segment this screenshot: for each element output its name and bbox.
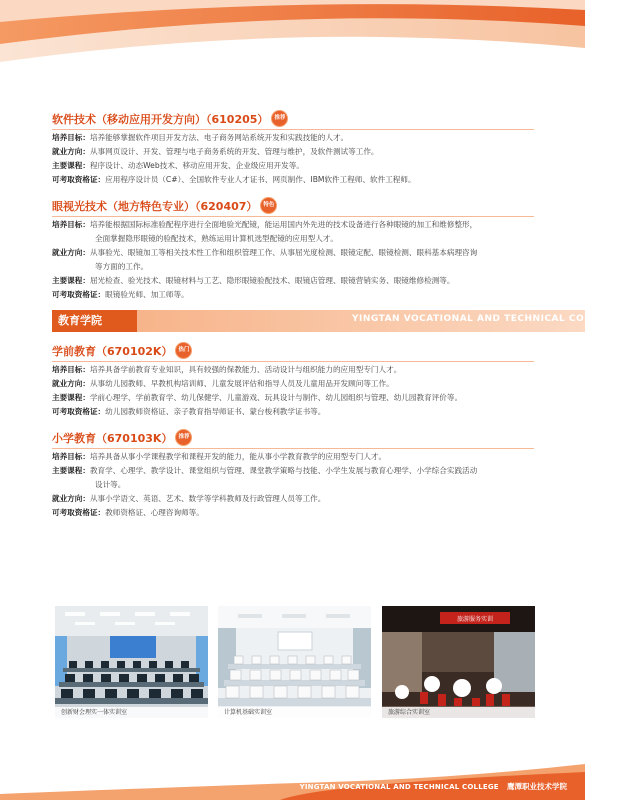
info-label: 主要课程： <box>52 466 90 475</box>
info-label: 可考取资格证： <box>52 407 106 416</box>
footer-english-name: YINGTAN VOCATIONAL AND TECHNICAL COLLEGE <box>299 783 499 791</box>
footer-chinese-name: 鹰潭职业技术学院 <box>507 782 567 791</box>
hot-badge-icon: 热门 <box>175 342 192 359</box>
info-value: 从事小学语文、英语、艺术、数学等学科教师及行政管理人员等工作。 <box>89 494 326 503</box>
info-label: 培养目标： <box>52 133 90 142</box>
title-underline <box>52 216 534 217</box>
tourism-sign-text: 旅游服务实训 <box>456 616 494 623</box>
photo-computer-lab <box>218 606 371 718</box>
college-name: 教育学院 <box>52 310 137 332</box>
program-list-bottom <box>52 342 534 520</box>
program-info-row <box>52 405 534 419</box>
program-info-row <box>52 450 534 464</box>
program-title-text: 学前教育（670102K） <box>52 344 173 358</box>
info-value: 培养具备从事小学课程教学和课程开发的能力，能从事小学教育教学的应用型专门人才。 <box>89 452 387 461</box>
info-label: 就业方向： <box>52 147 90 156</box>
program-info-row <box>52 363 534 377</box>
college-english-name: YINGTAN VOCATIONAL AND TECHNICAL COLLEGE <box>352 314 618 324</box>
title-underline <box>52 129 534 130</box>
info-value: 应用程序设计员（C#）、全国软件专业人才证书、网页制作、IBM软件工程师、软件工程师。 <box>105 175 416 184</box>
program-list-top <box>52 110 534 302</box>
program-title <box>52 429 534 446</box>
program-content <box>52 100 618 520</box>
info-value: 屈光检查、验光技术、眼镜材料与工艺、隐形眼镜验配技术、眼镜店管理、眼镜营销实务、眼镜维修检测等。 <box>89 276 455 285</box>
program-title-text: 眼视光技术（地方特色专业）（620407） <box>52 199 258 213</box>
info-label: 就业方向： <box>52 248 90 257</box>
program-title <box>52 110 534 127</box>
program-info-row <box>52 145 534 159</box>
college-section-bar <box>52 310 618 332</box>
info-value-continued: 等方面的工作。 <box>95 262 149 271</box>
info-value: 眼镜验光师、加工师等。 <box>105 290 189 299</box>
program-info-row <box>52 288 534 302</box>
title-underline <box>52 448 534 449</box>
program-info-row <box>52 506 534 520</box>
tourism-lab-image <box>382 606 535 718</box>
info-value-continued: 设计等。 <box>95 480 126 489</box>
program-info-row <box>52 218 534 232</box>
program-info-row <box>52 492 534 506</box>
college-bar-gradient <box>137 310 618 332</box>
photo-strip <box>55 606 535 718</box>
program-info-row <box>52 391 534 405</box>
info-value: 培养能够掌握软件项目开发方法、电子商务网站系统开发和实践技能的人才。 <box>89 133 349 142</box>
footer-college <box>300 781 567 792</box>
info-value: 学前心理学、学前教育学、幼儿保健学、儿童游戏、玩具设计与制作、幼儿园组织与管理、幼儿园教育评价等。 <box>89 393 463 402</box>
info-value: 程序设计、动态Web技术、移动应用开发、企业级应用开发等。 <box>89 161 304 170</box>
program-title-text: 小学教育（670103K） <box>52 431 173 445</box>
info-label: 培养目标： <box>52 220 90 229</box>
info-value: 教师资格证、心理咨询师等。 <box>105 508 204 517</box>
info-label: 主要课程： <box>52 161 90 170</box>
info-label: 主要课程： <box>52 276 90 285</box>
program-info-row <box>52 159 534 173</box>
orange-wave-graphic <box>0 0 585 90</box>
program-info-row <box>52 173 534 187</box>
info-value: 从事幼儿园教师、早教机构培训师、儿童发展评估和指导人员及儿童用品开发顾问等工作。 <box>89 379 394 388</box>
program-info-row <box>52 131 534 145</box>
info-label: 可考取资格证： <box>52 508 106 517</box>
program-title <box>52 342 534 359</box>
info-label: 主要课程： <box>52 393 90 402</box>
program-info-row <box>52 377 534 391</box>
program-info-row <box>52 246 534 260</box>
info-value: 从事网页设计、开发、管理与电子商务系统的开发、管理与维护，及软件测试等工作。 <box>89 147 379 156</box>
program-title-text: 软件技术（移动应用开发方向）（610205） <box>52 112 269 126</box>
info-value: 幼儿园教师资格证、亲子教育指导师证书、蒙台梭利教学证书等。 <box>105 407 326 416</box>
top-decorative-band <box>0 0 585 90</box>
info-label: 培养目标： <box>52 452 90 461</box>
info-value: 教育学、心理学、教学设计、课堂组织与管理、课堂教学策略与技能、小学生发展与教育心理学、小学综合实践活动 <box>89 466 478 475</box>
photo-caption: 旅游综合实训室 <box>382 707 535 718</box>
computer-lab-image <box>218 606 371 718</box>
info-value: 培养能根据国际标准验配程序进行全面地验光配镜，能运用国内外先进的技术设备进行各种眼镜的加工和维修整形， <box>89 220 478 229</box>
recommend-badge-icon: 推荐 <box>271 110 288 127</box>
feature-badge-icon: 特色 <box>260 197 277 214</box>
info-label: 可考取资格证： <box>52 175 106 184</box>
photo-caption: 创新财会理实一体实训室 <box>55 707 208 718</box>
photo-tourism-lab <box>382 606 535 718</box>
info-value-continued: 全面掌握隐形眼镜的验配技术，熟练运用计算机选型配镜的应用型人才。 <box>95 234 338 243</box>
photo-accounting-lab <box>55 606 208 718</box>
program-info-row <box>52 464 534 478</box>
program-info-row <box>52 274 534 288</box>
accounting-lab-image <box>55 606 208 718</box>
info-label: 可考取资格证： <box>52 290 106 299</box>
title-underline <box>52 361 534 362</box>
info-label: 就业方向： <box>52 494 90 503</box>
info-value: 培养具备学前教育专业知识，具有较强的保教能力、活动设计与组织能力的应用型专门人才。 <box>89 365 402 374</box>
program-title <box>52 197 534 214</box>
info-value: 从事验光、眼镜加工等相关技术性工作和组织管理工作、从事屈光度检测、眼镜定配、眼镜检测、眼科基本病理咨询 <box>89 248 478 257</box>
info-label: 培养目标： <box>52 365 90 374</box>
info-label: 就业方向： <box>52 379 90 388</box>
photo-caption: 计算机基础实训室 <box>218 707 371 718</box>
recommend-badge-icon: 推荐 <box>175 429 192 446</box>
